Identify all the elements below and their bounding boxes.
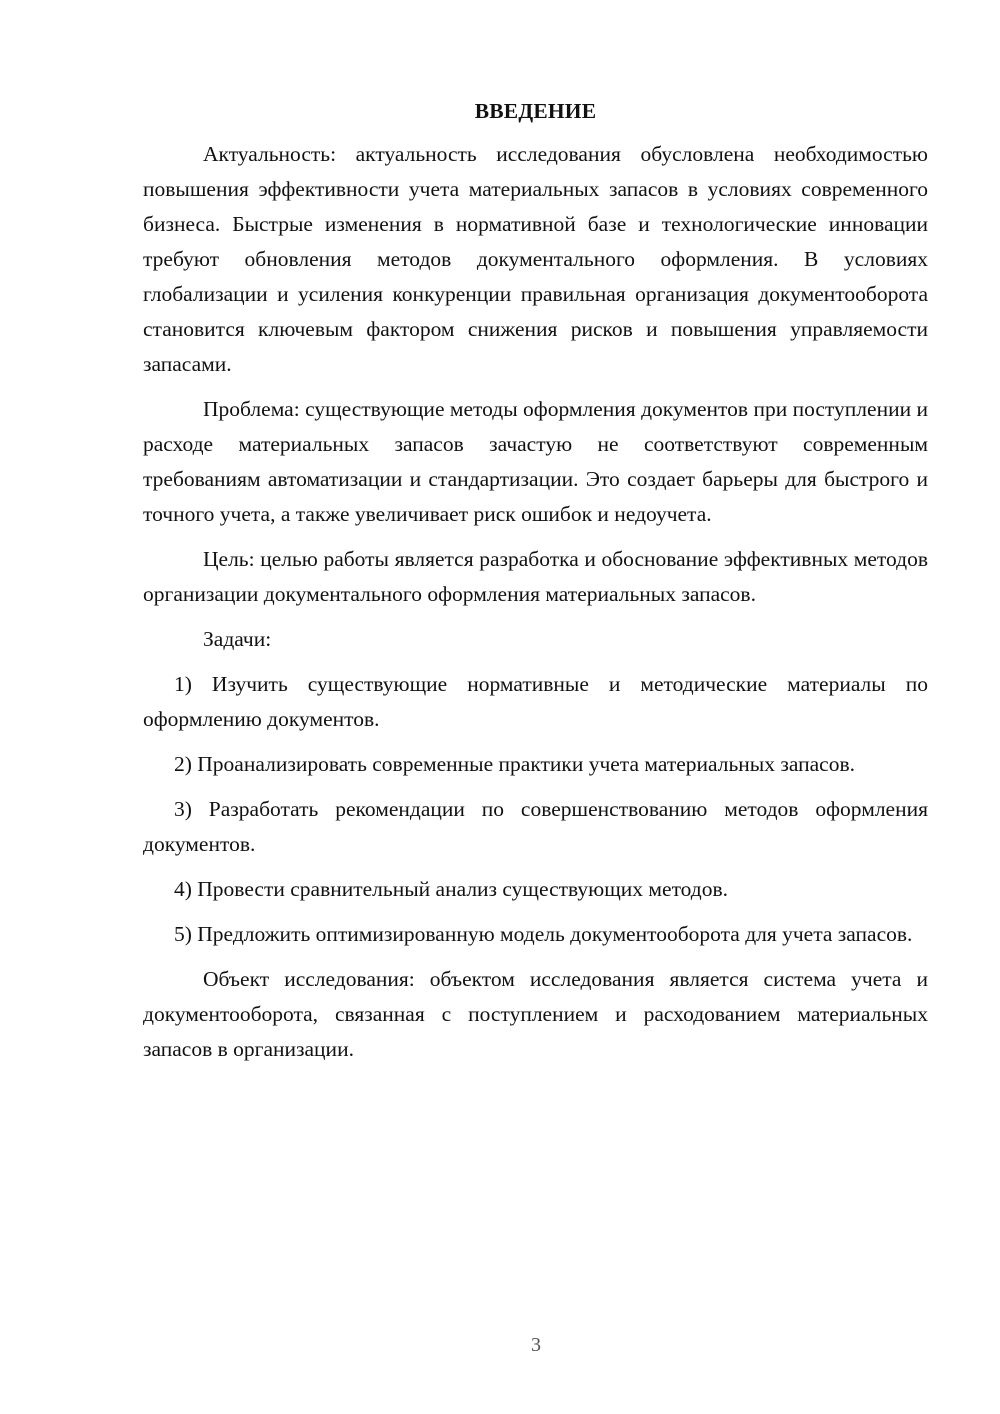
section-heading: ВВЕДЕНИЕ [474,99,597,123]
tasks-label: Задачи: [203,627,272,651]
task-item-4: 4) Провести сравнительный анализ существующих методов. [174,877,729,901]
page-content [143,94,928,1077]
object-paragraph: Объект исследования: объектом исследования является система учета и документооборота, связанная с поступлением и расходованием материальных запасов в организации. [143,967,928,1061]
task-item-3: 3) Разработать рекомендации по совершенствованию методов оформления документов. [143,797,928,856]
relevance-paragraph: Актуальность: актуальность исследования обусловлена необходимостью повышения эффективности учета материальных запасов в условиях современного бизнеса. Быстрые изменения в нормативной базе и технологические инновации требуют обновления методов документального оформления. В условиях глобализации и усиления конкуренции правильная организация документооборота становится ключевым фактором снижения рисков и повышения управляемости запасами. [143,142,928,376]
goal-paragraph: Цель: целью работы является разработка и обоснование эффективных методов организации документального оформления материальных запасов. [143,547,928,606]
page-number: 3 [531,1334,541,1356]
task-item-2: 2) Проанализировать современные практики учета материальных запасов. [174,752,855,776]
task-item-5: 5) Предложить оптимизированную модель документооборота для учета запасов. [174,922,913,946]
problem-paragraph: Проблема: существующие методы оформления документов при поступлении и расходе материальных запасов зачастую не соответствуют современным требованиям автоматизации и стандартизации. Это создает барьеры для быстрого и точного учета, а также увеличивает риск ошибок и недоучета. [143,397,928,526]
task-item-1: 1) Изучить существующие нормативные и методические материалы по оформлению документов. [143,672,928,731]
